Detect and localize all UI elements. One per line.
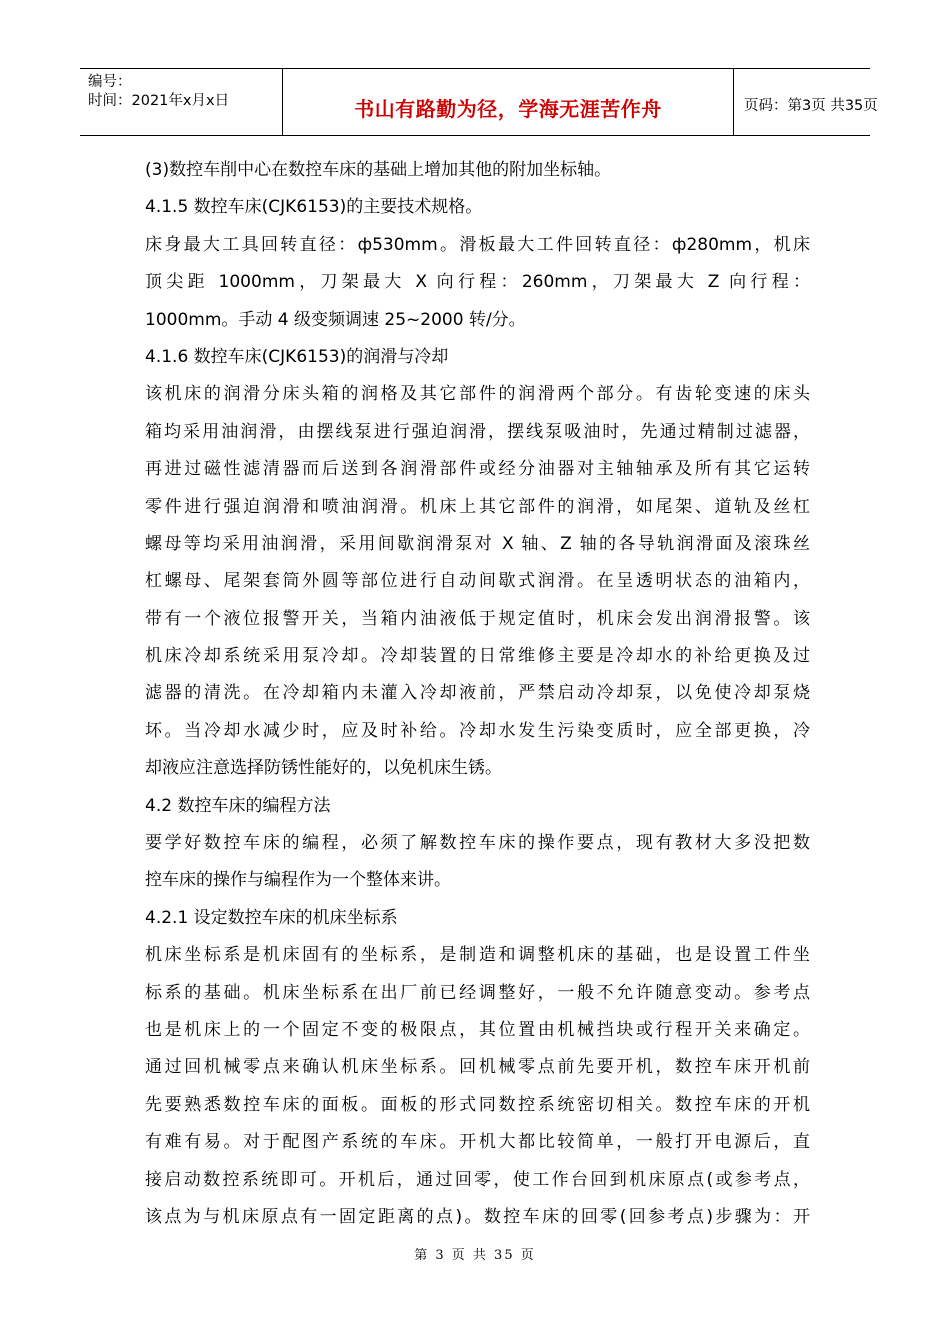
section-heading: 4.1.5 数控车床(CJK6153)的主要技术规格。 [145, 197, 483, 218]
text-line: 床身最大工具回转直径：ф530mm。滑板最大工件回转直径：ф280mm，机床 [145, 234, 810, 255]
text-line: 该机床的润滑分床头箱的润格及其它部件的润滑两个部分。有齿轮变速的床头 [145, 384, 810, 405]
text-line: 机床坐标系是机床固有的坐标系，是制造和调整机床的基础，也是设置工件坐 [145, 945, 810, 966]
text-line: (3)数控车削中心在数控车床的基础上增加其他的附加坐标轴。 [145, 160, 612, 180]
header-page-cell [734, 69, 878, 135]
text-line: 也是机床上的一个固定不变的极限点，其位置由机械挡块或行程开关来确定。 [145, 1019, 810, 1040]
text-line: 杠螺母、尾架套筒外圆等部位进行自动间歇式润滑。在呈透明状态的油箱内， [145, 571, 810, 592]
text-line: 接启动数控系统即可。开机后，通过回零，使工作台回到机床原点(或参考点， [145, 1169, 810, 1190]
text-line: 坏。当冷却水减少时，应及时补给。冷却水发生污染变质时，应全部更换，冷 [145, 720, 810, 741]
document-number-label: 编号： [88, 74, 132, 90]
document-date: 时间：2021年x月x日 [88, 93, 230, 109]
text-line: 要学好数控车床的编程，必须了解数控车床的操作要点，现有教材大多没把数 [145, 833, 810, 854]
text-line: 通过回机械零点来确认机床坐标系。回机械零点前先要开机，数控车床开机前 [145, 1057, 810, 1078]
text-line: 箱均采用油润滑，由摆线泵进行强迫润滑，摆线泵吸油时，先通过精制过滤器， [145, 421, 810, 442]
text-line: 有难有易。对于配图产系统的车床。开机大都比较简单，一般打开电源后，直 [145, 1132, 810, 1153]
text-line: 带有一个液位报警开关，当箱内油液低于规定值时，机床会发出润滑报警。该 [145, 608, 810, 629]
header-meta-cell [80, 69, 283, 135]
body-text [145, 152, 810, 1236]
header-page-info: 页码：第3页 共35页 [744, 98, 878, 114]
text-line: 顶尖距 1000mm，刀架最大 X 向行程：260mm，刀架最大 Z 向行程： [145, 272, 810, 293]
text-line: 先要熟悉数控车床的面板。面板的形式同数控系统密切相关。数控车床的开机 [145, 1094, 810, 1115]
text-line: 机床冷却系统采用泵冷却。冷却装置的日常维修主要是冷却水的补给更换及过 [145, 646, 810, 667]
section-heading: 4.2.1 设定数控车床的机床坐标系 [145, 907, 398, 928]
header-motto-cell [283, 69, 734, 135]
section-heading: 4.1.6 数控车床(CJK6153)的润滑与冷却 [145, 346, 449, 367]
page-header [80, 68, 878, 136]
text-line: 却液应注意选择防锈性能好的，以免机床生锈。 [145, 758, 502, 779]
text-line: 螺母等均采用油润滑，采用间歇润滑泵对 X 轴、Z 轴的各导轨润滑面及滚珠丝 [145, 533, 810, 554]
text-line: 零件进行强迫润滑和喷油润滑。机床上其它部件的润滑，如尾架、道轨及丝杠 [145, 496, 810, 517]
page-footer: 第 3 页 共 35 页 [414, 1248, 536, 1263]
section-heading: 4.2 数控车床的编程方法 [145, 795, 331, 816]
text-line: 1000mm。手动 4 级变频调速 25~2000 转/分。 [145, 309, 526, 330]
text-line: 控车床的操作与编程作为一个整体来讲。 [145, 870, 451, 891]
text-line: 再进过磁性滤清器而后送到各润滑部件或经分油器对主轴轴承及所有其它运转 [145, 459, 810, 480]
header-motto: 书山有路勤为径，学海无涯苦作舟 [354, 97, 662, 121]
text-line: 标系的基础。机床坐标系在出厂前已经调整好，一般不允许随意变动。参考点 [145, 982, 810, 1003]
text-line: 该点为与机床原点有一固定距离的点)。数控车床的回零(回参考点)步骤为：开 [145, 1206, 810, 1227]
text-line: 滤器的清洗。在冷却箱内未灌入冷却液前，严禁启动冷却泵，以免使冷却泵烧 [145, 683, 810, 704]
